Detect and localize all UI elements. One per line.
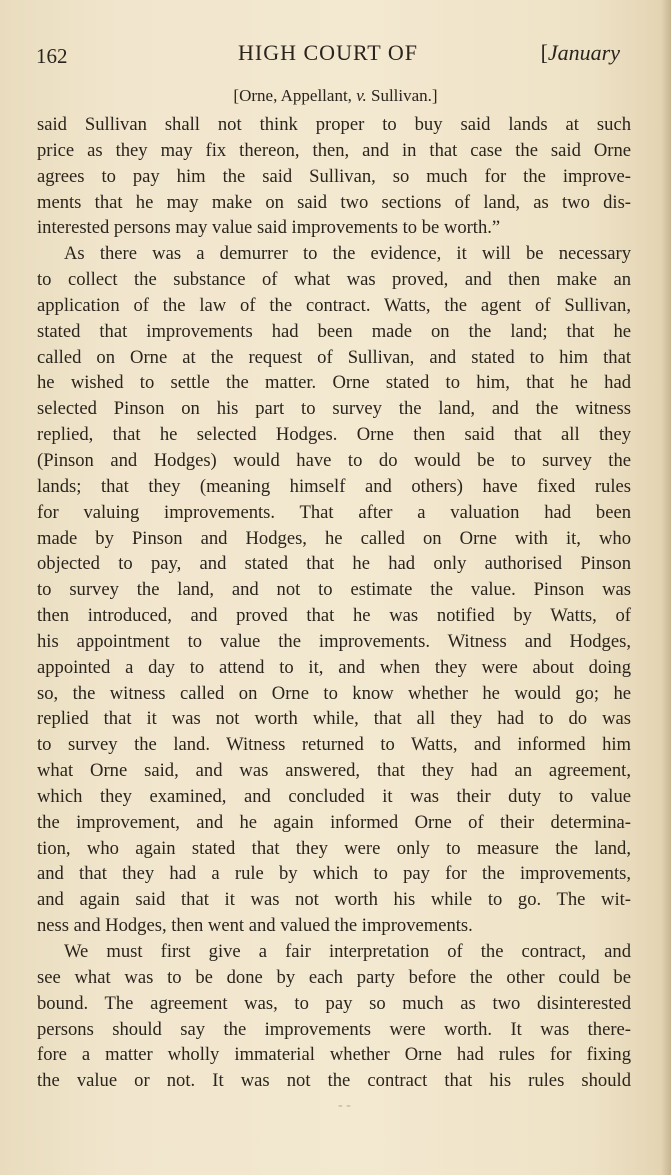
text-line: agrees to pay him the said Sullivan, so much for the improve- [37,165,631,187]
text-line: price as they may fix thereon, then, and in that case the said Orne [37,139,631,161]
text-line: replied, that he selected Hodges. Orne then said that all they [37,424,631,446]
caption-versus: v. [356,86,367,105]
text-line: (Pinson and Hodges) would have to do would be to survey the [37,449,631,471]
text-line: fore a matter wholly immaterial whether Orne had rules for fixing [37,1044,631,1066]
page-header [36,40,620,74]
text-line: for valuing improvements. That after a valuation had been [37,501,631,523]
body-text [37,112,631,1094]
text-line: tion, who again stated that they were only to measure the land, [37,837,631,859]
text-line: objected to pay, and stated that he had only authorised Pinson [37,553,631,575]
text-line: ness and Hodges, then went and valued the improvements. [37,915,473,937]
text-line: called on Orne at the request of Sullivan, and stated to him that [37,346,631,368]
text-line: he wished to settle the matter. Orne stated to him, that he had [37,372,631,394]
text-line: said Sullivan shall not think proper to buy said lands at such [37,114,631,135]
case-caption: [Orne, Appellant, v. Sullivan.] [233,86,438,105]
text-line: to survey the land. Witness returned to Watts, and informed him [37,734,631,756]
text-line: selected Pinson on his part to survey the land, and the witness [37,398,631,420]
running-title: HIGH COURT OF [238,40,418,65]
text-line: lands; that they (meaning himself and others) have fixed rules [37,475,631,497]
text-line: his appointment to value the improvements. Witness and Hodges, [37,630,631,652]
text-line: the improvement, and he again informed Orne of their determina- [37,811,631,833]
page-edge-shadow [661,0,671,1175]
text-line: the value or not. It was not the contract that his rules should [37,1070,631,1092]
text-line: stated that improvements had been made on the land; that he [37,320,631,342]
caption-appellee: Sullivan. [370,86,432,105]
text-line: and that they had a rule by which to pay for the improvements, [37,863,631,885]
text-line: ments that he may make on said two sections of land, as two dis- [37,191,631,213]
text-line: As there was a demurrer to the evidence, it will be necessary [64,243,631,265]
text-line: bound. The agreement was, to pay so much as two disinterested [37,992,631,1014]
text-line: application of the law of the contract. Watts, the agent of Sullivan, [37,294,631,316]
text-line: replied that it was not worth while, that all they had to do was [37,708,631,730]
text-line: to survey the land, and not to estimate the value. Pinson was [37,579,631,601]
text-line: and again said that it was not worth his while to go. The wit- [37,889,631,911]
text-line: what Orne said, and was answered, that they had an agreement, [37,760,631,782]
text-line: made by Pinson and Hodges, he called on Orne with it, who [37,527,631,549]
text-line: appointed a day to attend to it, and when they were about doing [37,656,631,678]
text-line: persons should say the improvements were worth. It was there- [37,1018,631,1040]
text-line: interested persons may value said improvements to be worth.” [37,217,501,239]
page-number: 162 [36,44,68,68]
running-date-text: January [547,40,620,65]
text-line: see what was to be done by each party before the other could be [37,966,631,988]
text-line: then introduced, and proved that he was notified by Watts, of [37,605,631,627]
caption-appellant: Orne, Appellant, [239,86,352,105]
running-date: [January [540,40,620,65]
footer-smudge: - - [338,1098,351,1113]
text-line: to collect the substance of what was proved, and then make an [37,269,631,291]
text-line: so, the witness called on Orne to know whether he would go; he [37,682,631,704]
text-line: which they examined, and concluded it was their duty to value [37,785,631,807]
text-line: We must first give a fair interpretation of the contract, and [64,941,631,962]
